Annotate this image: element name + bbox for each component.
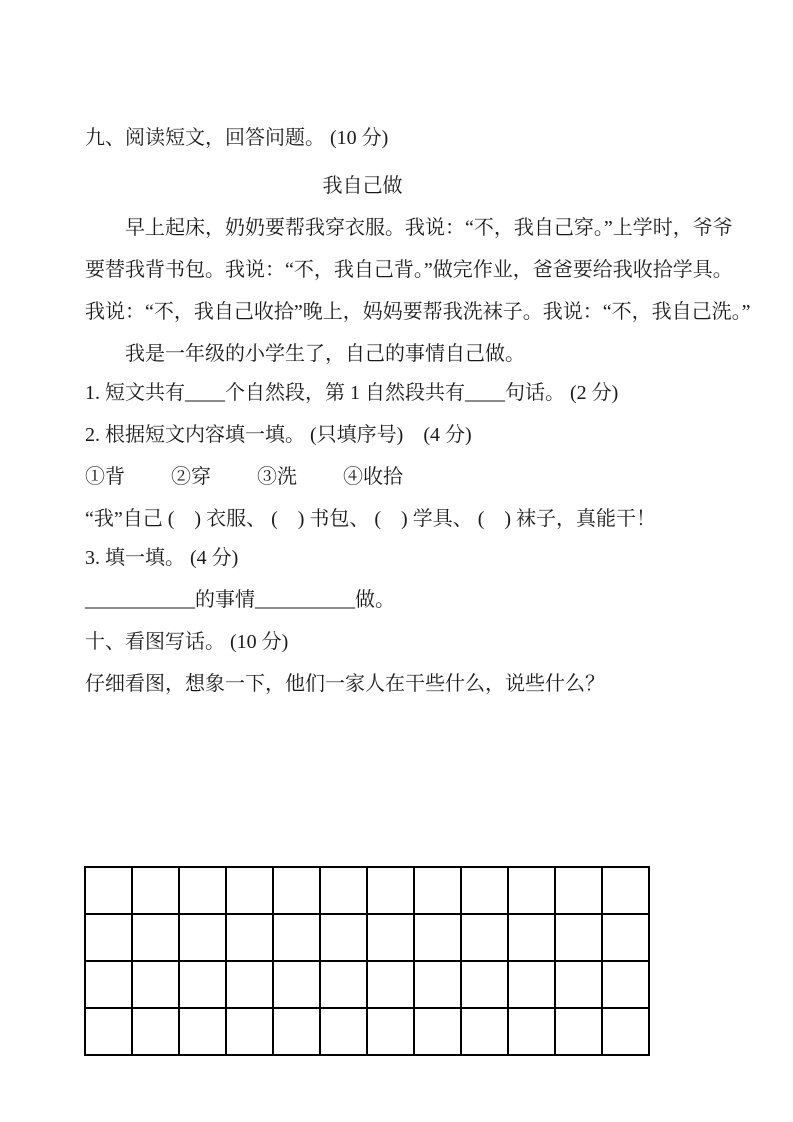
- question-3-blank-line: ___________的事情__________做。: [85, 589, 395, 611]
- grid-cell: [179, 961, 226, 1008]
- grid-cell: [85, 961, 132, 1008]
- grid-cell: [226, 914, 273, 961]
- grid-cell: [602, 961, 649, 1008]
- grid-cell: [508, 1008, 555, 1055]
- section-ten-heading: 十、看图写话。 (10 分): [85, 631, 289, 653]
- grid-cell: [461, 867, 508, 914]
- grid-cell: [179, 1008, 226, 1055]
- writing-grid: [84, 866, 650, 1056]
- grid-cell: [132, 914, 179, 961]
- grid-cell: [461, 914, 508, 961]
- grid-cell: [85, 867, 132, 914]
- grid-cell: [367, 914, 414, 961]
- grid-cell: [555, 914, 602, 961]
- grid-cell: [273, 914, 320, 961]
- grid-row: [85, 914, 649, 961]
- grid-row: [85, 867, 649, 914]
- grid-cell: [367, 867, 414, 914]
- grid-cell: [179, 867, 226, 914]
- grid-cell: [179, 914, 226, 961]
- option-4: ④收拾: [343, 466, 403, 488]
- passage-line-1: 早上起床，奶奶要帮我穿衣服。我说：“不，我自己穿。”上学时，爷爷: [125, 217, 733, 239]
- grid-cell: [414, 1008, 461, 1055]
- grid-cell: [414, 914, 461, 961]
- grid-cell: [367, 1008, 414, 1055]
- grid-cell: [226, 1008, 273, 1055]
- grid-row: [85, 1008, 649, 1055]
- grid-cell: [320, 914, 367, 961]
- grid-cell: [132, 867, 179, 914]
- grid-cell: [132, 961, 179, 1008]
- grid-cell: [226, 867, 273, 914]
- grid-cell: [226, 961, 273, 1008]
- grid-cell: [602, 914, 649, 961]
- option-1: ①背: [85, 466, 125, 488]
- grid-cell: [461, 961, 508, 1008]
- grid-cell: [273, 961, 320, 1008]
- question-2-options: [85, 456, 725, 498]
- grid-cell: [602, 867, 649, 914]
- grid-cell: [85, 914, 132, 961]
- grid-cell: [508, 867, 555, 914]
- grid-cell: [461, 1008, 508, 1055]
- grid-cell: [555, 961, 602, 1008]
- grid-cell: [508, 961, 555, 1008]
- grid-cell: [414, 961, 461, 1008]
- grid-cell: [273, 867, 320, 914]
- writing-grid-body: [85, 867, 649, 1055]
- grid-cell: [602, 1008, 649, 1055]
- question-3: 3. 填一填。 (4 分): [85, 547, 239, 569]
- question-1: 1. 短文共有____个自然段，第 1 自然段共有____句话。 (2 分): [85, 382, 619, 404]
- question-2-fill-line: “我”自己 ( ) 衣服、 ( ) 书包、 ( ) 学具、 ( ) 袜子，真能干！: [85, 508, 657, 530]
- option-3: ③洗: [257, 466, 297, 488]
- grid-cell: [320, 1008, 367, 1055]
- passage-line-2: 要替我背书包。我说：“不，我自己背。”做完作业，爸爸要给我收拾学具。: [85, 259, 733, 281]
- grid-cell: [555, 867, 602, 914]
- grid-cell: [414, 867, 461, 914]
- grid-cell: [132, 1008, 179, 1055]
- question-2: 2. 根据短文内容填一填。 (只填序号) (4 分): [85, 424, 472, 446]
- grid-cell: [273, 1008, 320, 1055]
- grid-cell: [367, 961, 414, 1008]
- grid-row: [85, 961, 649, 1008]
- grid-cell: [555, 1008, 602, 1055]
- grid-cell: [508, 914, 555, 961]
- grid-cell: [85, 1008, 132, 1055]
- passage-line-4: 我是一年级的小学生了，自己的事情自己做。: [125, 343, 525, 365]
- grid-cell: [320, 961, 367, 1008]
- section-ten-prompt: 仔细看图，想象一下，他们一家人在干些什么，说些什么？: [85, 673, 605, 695]
- passage-title: 我自己做: [322, 175, 403, 197]
- option-2: ②穿: [171, 466, 211, 488]
- grid-cell: [320, 867, 367, 914]
- section-nine-heading: 九、阅读短文，回答问题。 (10 分): [85, 127, 389, 149]
- passage-line-3: 我说：“不，我自己收拾”晚上，妈妈要帮我洗袜子。我说：“不，我自己洗。”: [85, 301, 751, 323]
